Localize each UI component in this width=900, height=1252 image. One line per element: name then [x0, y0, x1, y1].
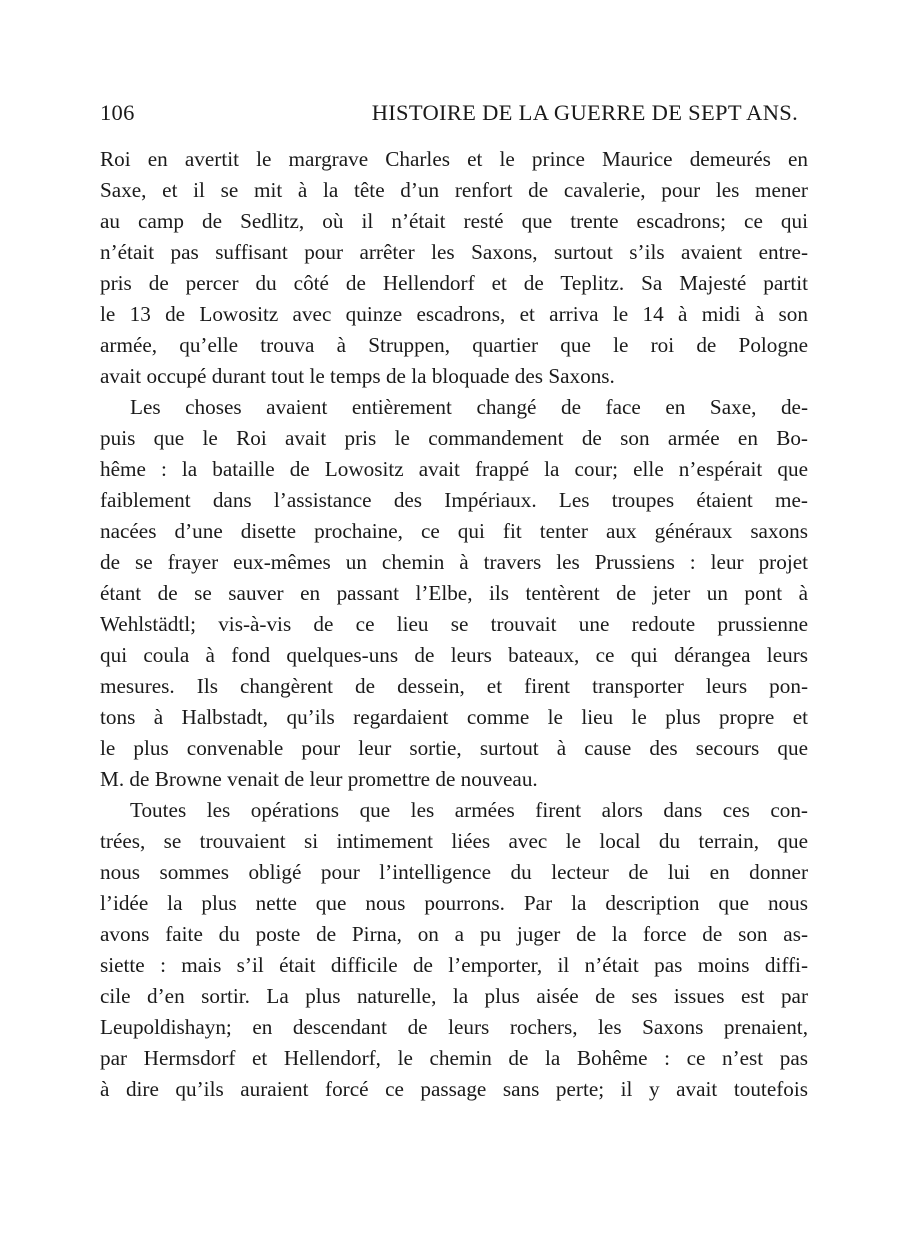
- text-line: de se frayer eux-mêmes un chemin à travers les Prussiens : leur projet: [100, 550, 808, 574]
- text-line: pris de percer du côté de Hellendorf et de Teplitz. Sa Majesté partit: [100, 271, 808, 295]
- text-line: siette : mais s’il était difficile de l’emporter, il n’était pas moins diffi-: [100, 953, 808, 977]
- text-line: Wehlstädtl; vis-à-vis de ce lieu se trouvait une redoute prussienne: [100, 612, 808, 636]
- text-line: faiblement dans l’assistance des Impériaux. Les troupes étaient me-: [100, 488, 808, 512]
- text-line: nous sommes obligé pour l’intelligence du lecteur de lui en donner: [100, 860, 808, 884]
- text-line: cile d’en sortir. La plus naturelle, la plus aisée de ses issues est par: [100, 984, 808, 1008]
- body-text: [100, 144, 808, 1105]
- text-line: étant de se sauver en passant l’Elbe, ils tentèrent de jeter un pont à: [100, 581, 808, 605]
- text-line: avons faite du poste de Pirna, on a pu juger de la force de son as-: [100, 922, 808, 946]
- text-line: nacées d’une disette prochaine, ce qui fit tenter aux généraux saxons: [100, 519, 808, 543]
- text-line: le plus convenable pour leur sortie, surtout à cause des secours que: [100, 736, 808, 760]
- book-page: [100, 100, 808, 1105]
- text-line: avait occupé durant tout le temps de la bloquade des Saxons.: [100, 364, 615, 388]
- text-line: Toutes les opérations que les armées firent alors dans ces con-: [130, 798, 808, 822]
- text-line: M. de Browne venait de leur promettre de nouveau.: [100, 767, 538, 791]
- text-line: n’était pas suffisant pour arrêter les Saxons, surtout s’ils avaient entre-: [100, 240, 808, 264]
- text-line: à dire qu’ils auraient forcé ce passage sans perte; il y avait toutefois: [100, 1077, 808, 1101]
- text-line: Saxe, et il se mit à la tête d’un renfort de cavalerie, pour les mener: [100, 178, 808, 202]
- text-line: le 13 de Lowositz avec quinze escadrons, et arriva le 14 à midi à son: [100, 302, 808, 326]
- text-line: mesures. Ils changèrent de dessein, et firent transporter leurs pon-: [100, 674, 808, 698]
- running-head: [100, 100, 808, 144]
- text-line: tons à Halbstadt, qu’ils regardaient comme le lieu le plus propre et: [100, 705, 808, 729]
- text-line: puis que le Roi avait pris le commandement de son armée en Bo-: [100, 426, 808, 450]
- paragraph-3: [100, 795, 808, 1105]
- text-line: hême : la bataille de Lowositz avait frappé la cour; elle n’espérait que: [100, 457, 808, 481]
- text-line: par Hermsdorf et Hellendorf, le chemin de la Bohême : ce n’est pas: [100, 1046, 808, 1070]
- running-title: HISTOIRE DE LA GUERRE DE SEPT ANS.: [371, 100, 798, 125]
- text-line: au camp de Sedlitz, où il n’était resté que trente escadrons; ce qui: [100, 209, 808, 233]
- text-line: qui coula à fond quelques-uns de leurs bateaux, ce qui dérangea leurs: [100, 643, 808, 667]
- page-number: 106: [100, 100, 135, 125]
- text-line: l’idée la plus nette que nous pourrons. Par la description que nous: [100, 891, 808, 915]
- text-line: Leupoldishayn; en descendant de leurs rochers, les Saxons prenaient,: [100, 1015, 808, 1039]
- paragraph-2: [100, 392, 808, 795]
- paragraph-1: [100, 144, 808, 392]
- text-line: armée, qu’elle trouva à Struppen, quartier que le roi de Pologne: [100, 333, 808, 357]
- text-line: Roi en avertit le margrave Charles et le prince Maurice demeurés en: [100, 147, 808, 171]
- text-line: Les choses avaient entièrement changé de face en Saxe, de-: [130, 395, 808, 419]
- text-line: trées, se trouvaient si intimement liées avec le local du terrain, que: [100, 829, 808, 853]
